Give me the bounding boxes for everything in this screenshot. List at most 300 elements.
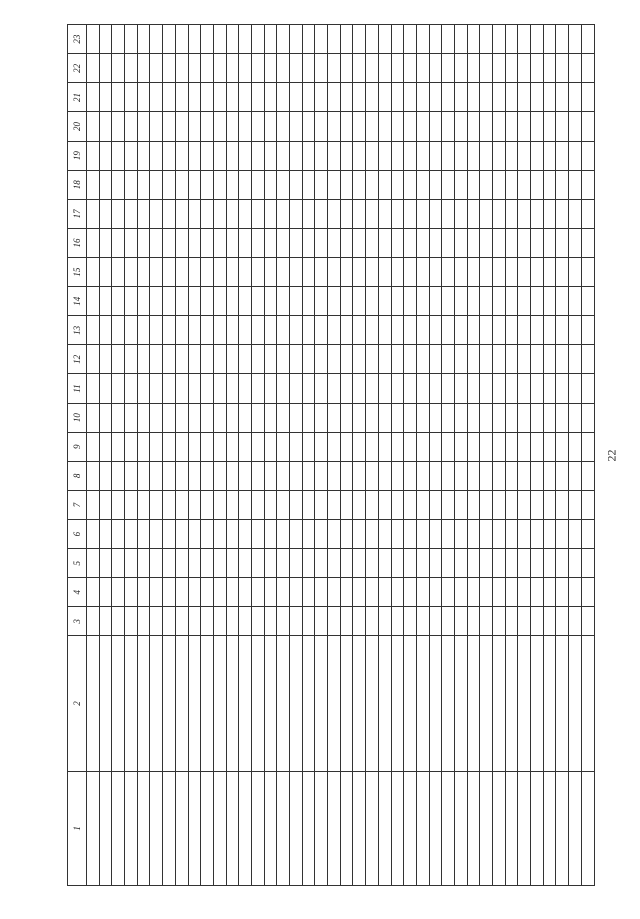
table-cell <box>290 141 303 170</box>
table-cell <box>302 54 315 83</box>
table-cell <box>493 636 506 771</box>
table-cell <box>99 199 112 228</box>
table-cell <box>175 228 188 257</box>
table-cell <box>99 607 112 636</box>
table-row <box>518 25 531 886</box>
table-cell <box>454 228 467 257</box>
table-cell <box>416 199 429 228</box>
table-cell <box>175 345 188 374</box>
table-cell <box>226 345 239 374</box>
table-cell <box>569 112 582 141</box>
table-cell <box>480 374 493 403</box>
table-cell <box>340 490 353 519</box>
table-cell <box>340 461 353 490</box>
table-cell <box>239 316 252 345</box>
table-cell <box>99 490 112 519</box>
table-cell <box>416 636 429 771</box>
table-cell <box>150 520 163 549</box>
table-cell <box>442 461 455 490</box>
table-row <box>480 25 493 886</box>
table-cell <box>480 316 493 345</box>
table-cell <box>429 374 442 403</box>
table-cell <box>353 771 366 885</box>
table-cell <box>150 170 163 199</box>
table-cell <box>429 636 442 771</box>
table-cell <box>378 199 391 228</box>
table-cell <box>290 199 303 228</box>
table-cell <box>391 432 404 461</box>
table-cell <box>302 228 315 257</box>
table-cell <box>290 520 303 549</box>
table-cell <box>493 54 506 83</box>
table-cell <box>112 403 125 432</box>
table-cell <box>201 771 214 885</box>
table-cell <box>378 170 391 199</box>
table-cell <box>315 549 328 578</box>
table-cell <box>518 432 531 461</box>
table-cell <box>391 403 404 432</box>
table-cell <box>454 490 467 519</box>
table-cell <box>493 112 506 141</box>
table-cell <box>493 607 506 636</box>
table-cell <box>429 490 442 519</box>
table-cell <box>328 83 341 112</box>
column-header-16: 16 <box>68 228 87 257</box>
table-cell <box>239 403 252 432</box>
table-cell <box>416 141 429 170</box>
table-cell <box>213 403 226 432</box>
table-cell <box>340 170 353 199</box>
table-cell <box>404 112 417 141</box>
table-cell <box>581 549 594 578</box>
table-cell <box>137 403 150 432</box>
table-cell <box>277 258 290 287</box>
table-cell <box>467 170 480 199</box>
table-cell <box>201 403 214 432</box>
table-cell <box>213 345 226 374</box>
table-cell <box>251 374 264 403</box>
table-cell <box>543 25 556 54</box>
table-cell <box>277 54 290 83</box>
table-cell <box>201 199 214 228</box>
table-cell <box>467 578 480 607</box>
table-cell <box>454 461 467 490</box>
table-cell <box>328 520 341 549</box>
table-cell <box>239 112 252 141</box>
table-cell <box>442 403 455 432</box>
table-cell <box>201 54 214 83</box>
table-cell <box>569 403 582 432</box>
table-cell <box>518 490 531 519</box>
table-cell <box>429 170 442 199</box>
table-cell <box>125 636 138 771</box>
table-cell <box>226 771 239 885</box>
table-cell <box>175 25 188 54</box>
table-cell <box>442 578 455 607</box>
table-cell <box>201 520 214 549</box>
table-cell <box>99 228 112 257</box>
table-cell <box>302 112 315 141</box>
table-cell <box>581 403 594 432</box>
table-cell <box>340 636 353 771</box>
table-row <box>328 25 341 886</box>
table-cell <box>175 141 188 170</box>
table-cell <box>163 549 176 578</box>
table-cell <box>264 432 277 461</box>
table-cell <box>163 771 176 885</box>
table-cell <box>125 112 138 141</box>
table-cell <box>150 54 163 83</box>
table-cell <box>201 25 214 54</box>
table-cell <box>429 403 442 432</box>
table-cell <box>99 170 112 199</box>
table-cell <box>137 490 150 519</box>
table-cell <box>378 141 391 170</box>
table-cell <box>366 258 379 287</box>
table-cell <box>391 636 404 771</box>
table-cell <box>112 83 125 112</box>
table-cell <box>569 520 582 549</box>
table-cell <box>543 374 556 403</box>
table-cell <box>480 228 493 257</box>
table-cell <box>112 490 125 519</box>
table-cell <box>328 287 341 316</box>
table-cell <box>480 403 493 432</box>
table-cell <box>315 316 328 345</box>
table-cell <box>480 549 493 578</box>
table-cell <box>264 549 277 578</box>
data-table <box>67 24 595 886</box>
table-cell <box>429 287 442 316</box>
table-cell <box>366 199 379 228</box>
table-cell <box>467 345 480 374</box>
table-cell <box>391 287 404 316</box>
table-cell <box>353 112 366 141</box>
table-cell <box>137 520 150 549</box>
table-cell <box>175 520 188 549</box>
table-cell <box>251 520 264 549</box>
table-cell <box>99 141 112 170</box>
table-cell <box>429 25 442 54</box>
table-cell <box>581 141 594 170</box>
table-cell <box>277 771 290 885</box>
table-cell <box>315 141 328 170</box>
table-row <box>378 25 391 886</box>
table-cell <box>340 83 353 112</box>
table-cell <box>201 490 214 519</box>
table-cell <box>366 607 379 636</box>
table-cell <box>340 112 353 141</box>
table-cell <box>175 374 188 403</box>
table-cell <box>188 228 201 257</box>
table-cell <box>213 228 226 257</box>
table-cell <box>353 490 366 519</box>
table-cell <box>366 141 379 170</box>
table-cell <box>454 636 467 771</box>
table-cell <box>302 432 315 461</box>
table-cell <box>569 549 582 578</box>
table-cell <box>416 461 429 490</box>
table-cell <box>340 607 353 636</box>
table-cell <box>150 199 163 228</box>
table-cell <box>328 258 341 287</box>
table-cell <box>188 316 201 345</box>
table-cell <box>556 520 569 549</box>
table-cell <box>226 199 239 228</box>
table-cell <box>112 199 125 228</box>
table-cell <box>277 403 290 432</box>
table-cell <box>251 199 264 228</box>
table-cell <box>201 112 214 141</box>
table-cell <box>569 461 582 490</box>
table-cell <box>188 432 201 461</box>
column-header-12: 12 <box>68 345 87 374</box>
table-cell <box>518 316 531 345</box>
table-cell <box>391 316 404 345</box>
table-cell <box>137 83 150 112</box>
table-cell <box>340 345 353 374</box>
table-cell <box>188 83 201 112</box>
table-row <box>213 25 226 886</box>
table-cell <box>454 112 467 141</box>
table-cell <box>99 520 112 549</box>
table-cell <box>99 432 112 461</box>
table-cell <box>239 25 252 54</box>
table-cell <box>302 636 315 771</box>
table-cell <box>467 403 480 432</box>
table-cell <box>328 54 341 83</box>
table-cell <box>543 170 556 199</box>
table-cell <box>277 228 290 257</box>
table-cell <box>480 170 493 199</box>
table-cell <box>404 461 417 490</box>
table-cell <box>175 83 188 112</box>
table-cell <box>569 25 582 54</box>
table-cell <box>213 25 226 54</box>
table-cell <box>302 25 315 54</box>
table-cell <box>366 228 379 257</box>
table-cell <box>163 461 176 490</box>
table-cell <box>213 54 226 83</box>
table-cell <box>353 141 366 170</box>
table-cell <box>277 141 290 170</box>
table-cell <box>239 490 252 519</box>
table-cell <box>264 345 277 374</box>
table-cell <box>277 520 290 549</box>
table-cell <box>581 199 594 228</box>
table-cell <box>531 345 544 374</box>
table-cell <box>188 25 201 54</box>
table-cell <box>328 170 341 199</box>
table-cell <box>505 374 518 403</box>
table-cell <box>569 374 582 403</box>
table-cell <box>416 607 429 636</box>
table-cell <box>404 578 417 607</box>
table-cell <box>188 141 201 170</box>
table-cell <box>150 287 163 316</box>
table-cell <box>429 83 442 112</box>
table-cell <box>454 316 467 345</box>
table-cell <box>87 432 100 461</box>
table-cell <box>302 403 315 432</box>
table-cell <box>251 403 264 432</box>
table-cell <box>125 432 138 461</box>
table-cell <box>518 607 531 636</box>
table-cell <box>543 520 556 549</box>
table-cell <box>264 374 277 403</box>
table-cell <box>87 258 100 287</box>
table-cell <box>150 25 163 54</box>
table-cell <box>480 199 493 228</box>
table-cell <box>125 199 138 228</box>
column-header-7: 7 <box>68 490 87 519</box>
table-cell <box>163 374 176 403</box>
table-cell <box>290 432 303 461</box>
column-header-10: 10 <box>68 403 87 432</box>
table-cell <box>505 170 518 199</box>
table-cell <box>112 432 125 461</box>
table-cell <box>543 316 556 345</box>
table-cell <box>378 607 391 636</box>
table-cell <box>302 141 315 170</box>
table-cell <box>87 607 100 636</box>
table-cell <box>87 54 100 83</box>
column-header-15: 15 <box>68 258 87 287</box>
table-cell <box>416 170 429 199</box>
table-cell <box>493 549 506 578</box>
table-cell <box>277 25 290 54</box>
table-cell <box>188 490 201 519</box>
table-cell <box>391 520 404 549</box>
table-cell <box>251 490 264 519</box>
column-header-2: 2 <box>68 636 87 771</box>
table-cell <box>264 403 277 432</box>
table-cell <box>213 490 226 519</box>
table-cell <box>543 287 556 316</box>
table-cell <box>87 316 100 345</box>
table-cell <box>328 316 341 345</box>
table-cell <box>493 490 506 519</box>
table-cell <box>277 636 290 771</box>
table-cell <box>264 54 277 83</box>
table-cell <box>442 170 455 199</box>
table-cell <box>125 25 138 54</box>
table-cell <box>99 83 112 112</box>
table-cell <box>163 170 176 199</box>
table-cell <box>137 771 150 885</box>
table-cell <box>201 83 214 112</box>
table-cell <box>467 432 480 461</box>
table-cell <box>556 83 569 112</box>
table-row <box>543 25 556 886</box>
table-cell <box>404 636 417 771</box>
table-cell <box>150 403 163 432</box>
table-cell <box>518 549 531 578</box>
table-cell <box>480 345 493 374</box>
table-cell <box>454 258 467 287</box>
table-cell <box>416 403 429 432</box>
table-cell <box>290 112 303 141</box>
table-cell <box>518 520 531 549</box>
table-cell <box>315 199 328 228</box>
table-cell <box>226 141 239 170</box>
table-cell <box>366 112 379 141</box>
table-row <box>353 25 366 886</box>
table-cell <box>137 316 150 345</box>
table-cell <box>290 607 303 636</box>
table-cell <box>340 549 353 578</box>
table-cell <box>163 520 176 549</box>
table-cell <box>188 374 201 403</box>
table-cell <box>277 374 290 403</box>
table-cell <box>175 461 188 490</box>
table-cell <box>277 490 290 519</box>
table-cell <box>239 141 252 170</box>
table-cell <box>163 54 176 83</box>
table-cell <box>264 258 277 287</box>
table-cell <box>264 520 277 549</box>
table-cell <box>112 345 125 374</box>
column-header-6: 6 <box>68 520 87 549</box>
table-cell <box>290 771 303 885</box>
table-cell <box>125 54 138 83</box>
table-cell <box>416 287 429 316</box>
table-cell <box>518 83 531 112</box>
table-cell <box>302 490 315 519</box>
table-cell <box>366 403 379 432</box>
table-cell <box>531 403 544 432</box>
table-cell <box>353 287 366 316</box>
table-cell <box>213 607 226 636</box>
table-cell <box>112 112 125 141</box>
table-cell <box>201 345 214 374</box>
table-cell <box>531 607 544 636</box>
table-cell <box>163 258 176 287</box>
column-header-19: 19 <box>68 141 87 170</box>
table-cell <box>112 461 125 490</box>
table-cell <box>188 199 201 228</box>
table-cell <box>378 316 391 345</box>
table-cell <box>505 771 518 885</box>
table-cell <box>163 316 176 345</box>
table-cell <box>505 54 518 83</box>
table-cell <box>175 112 188 141</box>
table-cell <box>569 578 582 607</box>
table-cell <box>87 549 100 578</box>
table-cell <box>328 403 341 432</box>
table-cell <box>112 549 125 578</box>
table-cell <box>518 141 531 170</box>
table-row <box>99 25 112 886</box>
table-cell <box>505 403 518 432</box>
table-cell <box>87 170 100 199</box>
table-cell <box>467 54 480 83</box>
table-cell <box>201 228 214 257</box>
table-cell <box>569 170 582 199</box>
table-cell <box>543 549 556 578</box>
table-cell <box>543 490 556 519</box>
table-cell <box>264 25 277 54</box>
table-cell <box>442 316 455 345</box>
table-cell <box>163 25 176 54</box>
table-cell <box>315 490 328 519</box>
table-cell <box>150 112 163 141</box>
table-cell <box>493 258 506 287</box>
table-cell <box>125 771 138 885</box>
table-cell <box>429 549 442 578</box>
table-cell <box>302 199 315 228</box>
table-cell <box>467 636 480 771</box>
